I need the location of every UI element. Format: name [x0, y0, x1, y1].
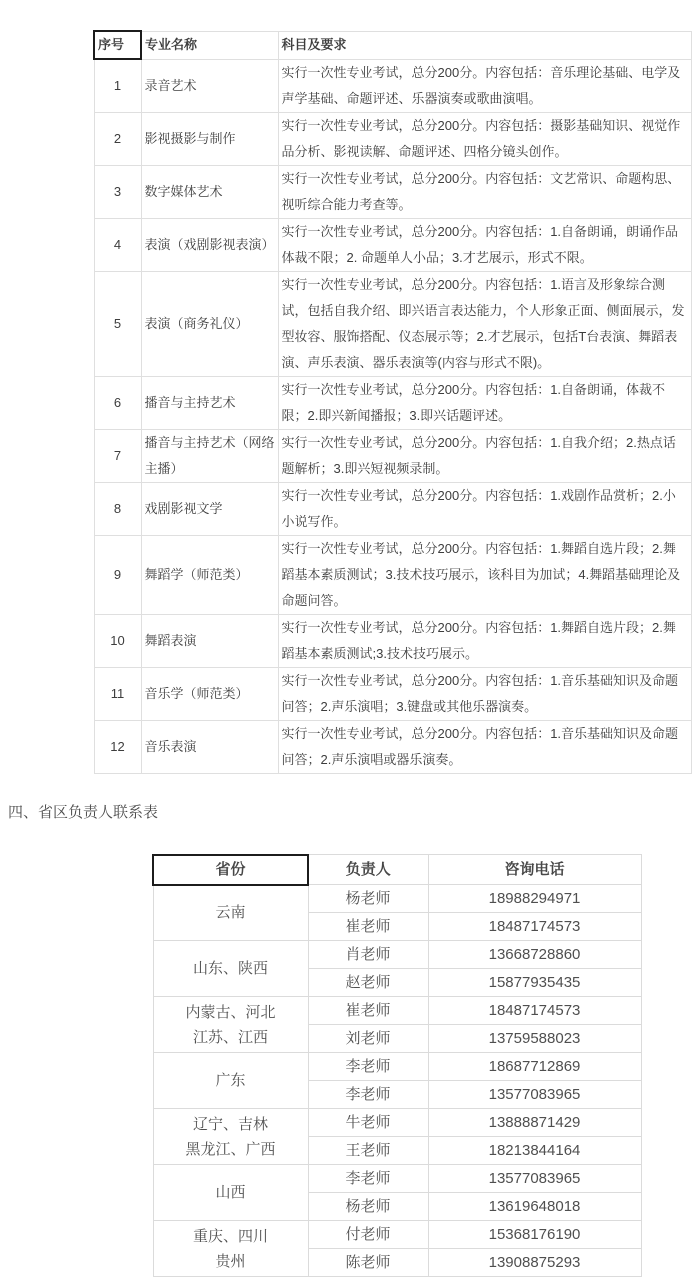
contact-person-name: 崔老师	[308, 913, 428, 941]
contact-phone-number: 13759588023	[428, 1025, 641, 1053]
exam-row-requirement: 实行一次性专业考试，总分200分。内容包括：1.自备朗诵，体裁不限；2.即兴新闻播报；3.即兴话题评述。	[278, 376, 691, 429]
contact-phone-number: 13577083965	[428, 1081, 641, 1109]
exam-col-header-no: 序号	[94, 31, 141, 59]
exam-table-row	[94, 218, 691, 271]
contact-table-row	[153, 1109, 641, 1137]
contact-province-line: 山西	[215, 1184, 246, 1201]
exam-table-row	[94, 271, 691, 376]
contact-table	[152, 854, 642, 1278]
exam-row-requirement: 实行一次性专业考试，总分200分。内容包括：1.音乐基础知识及命题问答；2.声乐演唱或器乐演奏。	[278, 720, 691, 773]
contact-table-row	[153, 1053, 641, 1081]
contact-phone-number: 13619648018	[428, 1193, 641, 1221]
contact-province-line: 重庆、四川	[192, 1227, 268, 1245]
exam-row-no: 10	[94, 614, 141, 667]
contact-province-cell	[153, 1109, 308, 1165]
contact-phone-number: 13888871429	[428, 1109, 641, 1137]
contact-province-cell	[153, 941, 308, 997]
exam-col-header-major: 专业名称	[141, 31, 278, 59]
exam-row-major: 音乐学（师范类）	[141, 667, 278, 720]
contact-province-cell	[153, 997, 308, 1053]
contact-col-header-province: 省份	[153, 855, 308, 885]
exam-row-requirement: 实行一次性专业考试，总分200分。内容包括：1.戏剧作品赏析；2.小小说写作。	[278, 482, 691, 535]
contact-province-line: 黑龙江、广西	[185, 1140, 276, 1158]
exam-row-requirement: 实行一次性专业考试，总分200分。内容包括：1.语言及形象综合测试，包括自我介绍、即兴语言表达能力，个人形象正面、侧面展示，发型妆容、服饰搭配、仪态展示等；2.才艺展示，包括T台表演、舞蹈表演、声乐表演、器乐表演等(内容与形式不限)。	[278, 271, 691, 376]
exam-table-row	[94, 667, 691, 720]
contact-phone-number: 18487174573	[428, 997, 641, 1025]
exam-row-major: 播音与主持艺术（网络主播）	[141, 429, 278, 482]
exam-row-no: 1	[94, 59, 141, 112]
exam-table-row	[94, 720, 691, 773]
exam-table-row	[94, 59, 691, 112]
contact-person-name: 崔老师	[308, 997, 428, 1025]
exam-col-header-requirement: 科目及要求	[278, 31, 691, 59]
exam-row-no: 6	[94, 376, 141, 429]
contact-col-header-phone: 咨询电话	[428, 855, 641, 885]
exam-row-major: 录音艺术	[141, 59, 278, 112]
exam-row-no: 11	[94, 667, 141, 720]
contact-phone-number: 18988294971	[428, 885, 641, 913]
exam-row-requirement: 实行一次性专业考试，总分200分。内容包括：1.自备朗诵，朗诵作品体裁不限；2. 命题单人小品；3.才艺展示，形式不限。	[278, 218, 691, 271]
contact-phone-number: 18487174573	[428, 913, 641, 941]
exam-row-no: 9	[94, 535, 141, 614]
contact-person-name: 李老师	[308, 1053, 428, 1081]
contact-province-line: 江苏、江西	[192, 1028, 268, 1046]
exam-table-header-row	[94, 31, 691, 59]
exam-row-no: 8	[94, 482, 141, 535]
contact-table-header-row	[153, 855, 641, 885]
contact-phone-number: 18213844164	[428, 1137, 641, 1165]
exam-row-major: 音乐表演	[141, 720, 278, 773]
contact-person-name: 王老师	[308, 1137, 428, 1165]
section-heading: 四、省区负责人联系表	[8, 803, 159, 821]
contact-person-name: 付老师	[308, 1221, 428, 1249]
contact-province-line: 山东、陕西	[192, 960, 268, 977]
contact-col-header-person: 负责人	[308, 855, 428, 885]
exam-table-row	[94, 165, 691, 218]
contact-person-name: 杨老师	[308, 1193, 428, 1221]
contact-table-row	[153, 997, 641, 1025]
exam-requirements-table	[93, 30, 692, 774]
contact-phone-number: 13577083965	[428, 1165, 641, 1193]
exam-row-no: 12	[94, 720, 141, 773]
exam-row-requirement: 实行一次性专业考试，总分200分。内容包括：1.自我介绍；2.热点话题解析；3.即兴短视频录制。	[278, 429, 691, 482]
contact-phone-number: 13908875293	[428, 1249, 641, 1277]
contact-province-line: 辽宁、吉林	[192, 1115, 268, 1133]
contact-person-name: 牛老师	[308, 1109, 428, 1137]
contact-province-cell	[153, 1165, 308, 1221]
exam-row-requirement: 实行一次性专业考试，总分200分。内容包括：音乐理论基础、电学及声学基础、命题评述、乐器演奏或歌曲演唱。	[278, 59, 691, 112]
exam-row-no: 7	[94, 429, 141, 482]
contact-person-name: 刘老师	[308, 1025, 428, 1053]
contact-person-name: 陈老师	[308, 1249, 428, 1277]
contact-province-cell	[153, 1221, 308, 1277]
exam-table-body	[94, 59, 691, 773]
contact-person-name: 杨老师	[308, 885, 428, 913]
contact-person-name: 李老师	[308, 1165, 428, 1193]
contact-phone-number: 15877935435	[428, 969, 641, 997]
exam-row-major: 舞蹈表演	[141, 614, 278, 667]
exam-row-no: 2	[94, 112, 141, 165]
page	[0, 30, 695, 1277]
contact-person-name: 肖老师	[308, 941, 428, 969]
contact-phone-number: 13668728860	[428, 941, 641, 969]
exam-row-major: 戏剧影视文学	[141, 482, 278, 535]
exam-table-row	[94, 376, 691, 429]
exam-row-requirement: 实行一次性专业考试，总分200分。内容包括：文艺常识、命题构思、视听综合能力考查等。	[278, 165, 691, 218]
contact-phone-number: 18687712869	[428, 1053, 641, 1081]
exam-row-no: 4	[94, 218, 141, 271]
contact-province-line: 云南	[215, 904, 246, 922]
exam-table-row	[94, 535, 691, 614]
contact-province-line: 广东	[215, 1072, 246, 1089]
exam-row-major: 播音与主持艺术	[141, 376, 278, 429]
contact-table-row	[153, 1221, 641, 1249]
exam-row-requirement: 实行一次性专业考试，总分200分。内容包括：1.舞蹈自选片段；2.舞蹈基本素质测试;3.技术技巧展示。	[278, 614, 691, 667]
exam-row-major: 数字媒体艺术	[141, 165, 278, 218]
exam-row-major: 舞蹈学（师范类）	[141, 535, 278, 614]
contact-province-line: 内蒙古、河北	[185, 1003, 276, 1021]
exam-row-requirement: 实行一次性专业考试，总分200分。内容包括：1.音乐基础知识及命题问答；2.声乐演唱；3.键盘或其他乐器演奏。	[278, 667, 691, 720]
exam-row-major: 表演（戏剧影视表演）	[141, 218, 278, 271]
exam-table-row	[94, 482, 691, 535]
contact-province-cell	[153, 885, 308, 941]
exam-row-major: 影视摄影与制作	[141, 112, 278, 165]
exam-row-requirement: 实行一次性专业考试，总分200分。内容包括：摄影基础知识、视觉作品分析、影视读解、命题评述、四格分镜头创作。	[278, 112, 691, 165]
contact-person-name: 赵老师	[308, 969, 428, 997]
contact-table-row	[153, 885, 641, 913]
contact-table-row	[153, 941, 641, 969]
contact-province-line: 贵州	[215, 1252, 246, 1270]
contact-table-row	[153, 1165, 641, 1193]
contact-person-name: 李老师	[308, 1081, 428, 1109]
exam-table-row	[94, 614, 691, 667]
exam-table-row	[94, 429, 691, 482]
exam-row-no: 3	[94, 165, 141, 218]
contact-table-body	[153, 885, 641, 1277]
contact-province-cell	[153, 1053, 308, 1109]
exam-row-no: 5	[94, 271, 141, 376]
exam-row-requirement: 实行一次性专业考试，总分200分。内容包括：1.舞蹈自选片段；2.舞蹈基本素质测试；3.技术技巧展示，该科目为加试；4.舞蹈基础理论及命题问答。	[278, 535, 691, 614]
exam-row-major: 表演（商务礼仪）	[141, 271, 278, 376]
contact-phone-number: 15368176190	[428, 1221, 641, 1249]
exam-table-row	[94, 112, 691, 165]
